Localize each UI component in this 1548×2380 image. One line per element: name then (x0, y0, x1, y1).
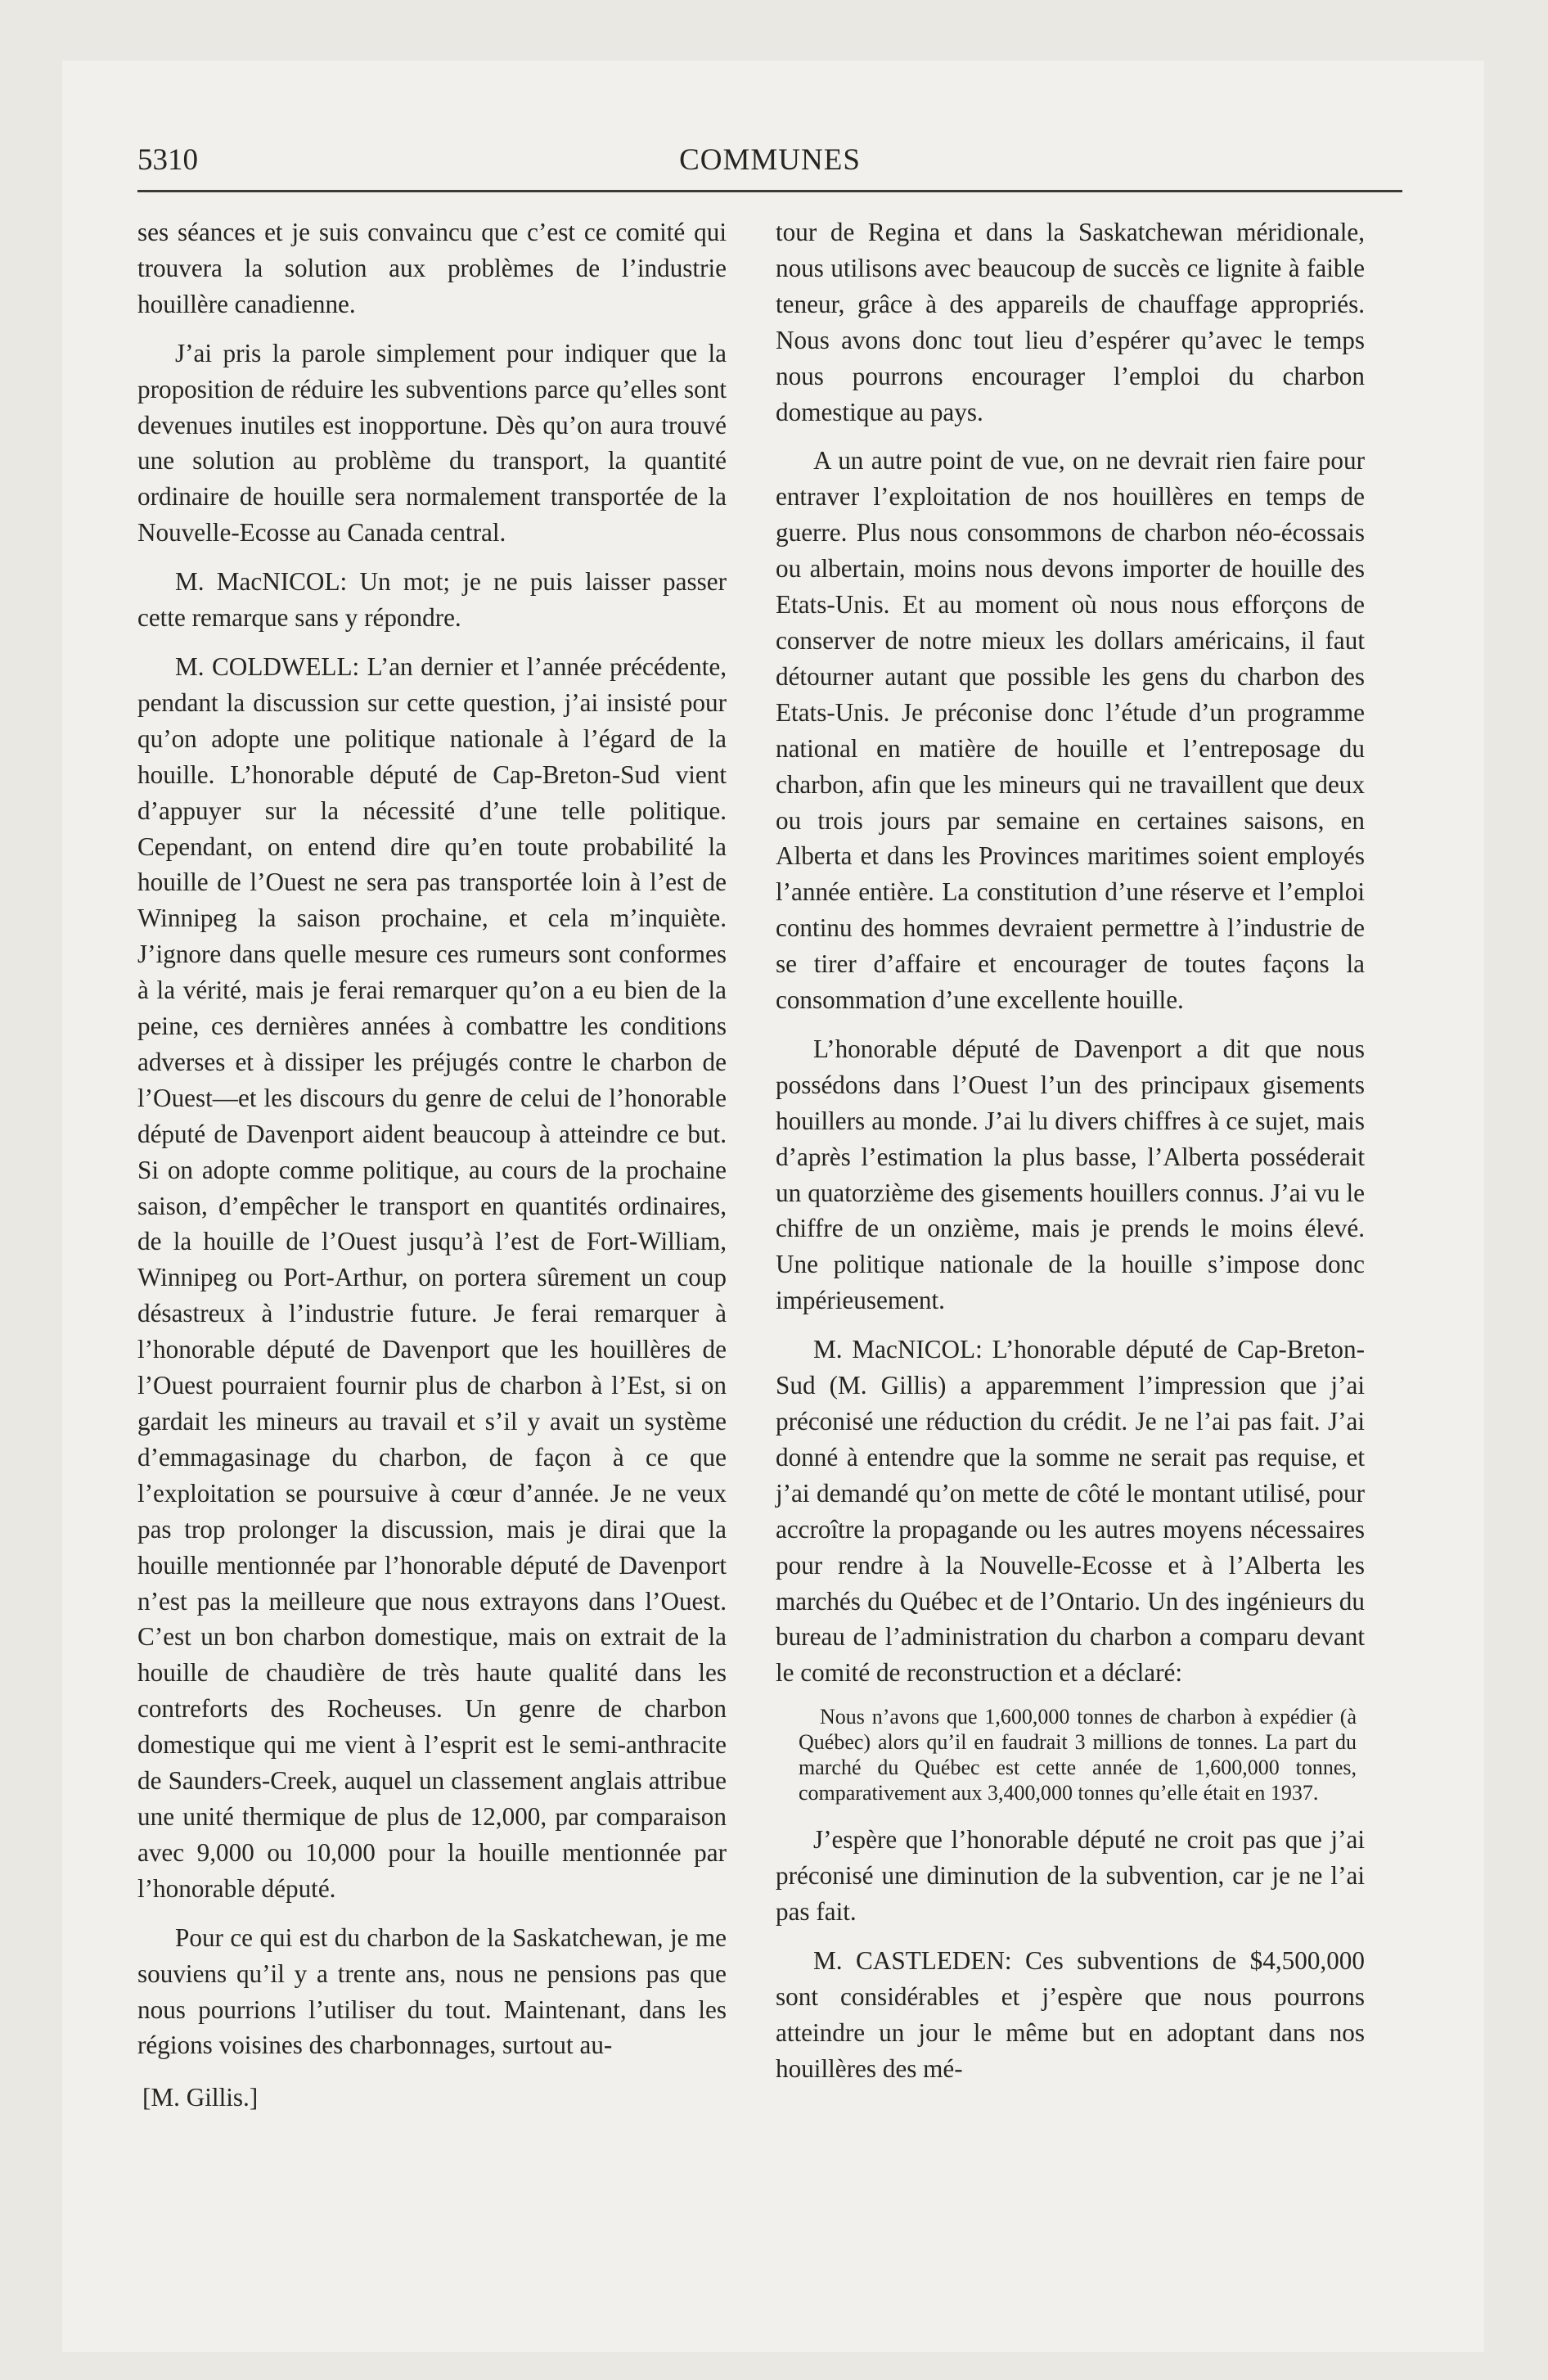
left-column (137, 214, 727, 2129)
paragraph: M. MacNICOL: L’honorable député de Cap-Breton-Sud (M. Gillis) a apparemment l’impression que j’ai préconisé une réduction du crédit. Je ne l’ai pas fait. J’ai donné à entendre que la somme ne serait pas requise, et j’ai demandé qu’on mette de côté le montant utilisé, pour accroître la propagande ou les autres moyens nécessaires pour rendre à la Nouvelle-Ecosse et à l’Alberta les marchés du Québec et de l’Ontario. Un des ingénieurs du bureau de l’administration du charbon a comparu devant le comité de reconstruction et a déclaré: (776, 1335, 1365, 1688)
running-title: COMMUNES (679, 143, 861, 177)
paragraph: M. COLDWELL: L’an dernier et l’année précédente, pendant la discussion sur cette question, j’ai insisté pour qu’on adopte une politique nationale à l’égard de la houille. L’honorable député de Cap-Breton-Sud vient d’appuyer sur la nécessité d’une telle politique. Cependant, on entend dire qu’en toute probabilité la houille de l’Ouest ne sera pas transportée loin à l’est de Winnipeg la saison prochaine, et cela m’inquiète. J’ignore dans quelle mesure ces rumeurs sont conformes à la vérité, mais je ferai remarquer qu’on a eu bien de la peine, ces dernières années à combattre les conditions adverses et à dissiper les préjugés contre le charbon de l’Ouest—et les discours du genre de celui de l’honorable député de Davenport aident beaucoup à atteindre ce but. Si on adopte comme politique, au cours de la prochaine saison, d’empêcher le transport en quantités ordinaires, de la houille de l’Ouest jusqu’à l’est de Fort-William, Winnipeg ou Port-Arthur, on portera sûrement un coup désastreux à l’industrie future. Je ferai remarquer à l’honorable député de Davenport que les houillères de l’Ouest pourraient fournir plus de charbon à l’Est, si on gardait les mineurs au travail et s’il y avait un système d’emmagasinage du charbon, de façon à ce que l’exploitation se poursuive à cœur d’année. Je ne veux pas trop prolonger la discussion, mais je dirai que la houille mentionnée par l’honorable député de Davenport n’est pas la meilleure que nous extrayons dans l’Ouest. C’est un bon charbon domestique, mais on extrait de la houille de chaudière de très haute qualité dans les contreforts des Rocheuses. Un genre de charbon domestique qui me vient à l’esprit est le semi-anthracite de Saunders-Creek, auquel un classement anglais attribue une unité thermique de plus de 12,000, par comparaison avec 9,000 ou 10,000 pour la houille mentionnée par l’honorable député. (137, 651, 727, 1903)
paragraph: ses séances et je suis convaincu que c’est ce comité qui trouvera la solution aux problèmes de l’industrie houillère canadienne. (137, 218, 727, 318)
speaker-signature: [M. Gillis.] (142, 2083, 259, 2112)
paragraph: tour de Regina et dans la Saskatchewan méridionale, nous utilisons avec beaucoup de succès ce lignite à faible teneur, grâce à des appareils de chauffage appropriés. Nous avons donc tout lieu d’espérer qu’avec le temps nous pourrons encourager l’emploi du charbon domestique au pays. (776, 218, 1365, 426)
page-number: 5310 (137, 143, 198, 177)
header-rule (137, 190, 1402, 192)
paragraph: Pour ce qui est du charbon de la Saskatchewan, je me souviens qu’il y a trente ans, nous ne pensions pas que nous pourrions l’utiliser du tout. Maintenant, dans les régions voisines des charbonnages, surtout au- (137, 1922, 727, 2060)
paragraph: J’espère que l’honorable député ne croit pas que j’ai préconisé une diminution de la subvention, car je ne l’ai pas fait. (776, 1825, 1365, 1927)
paragraph: M. CASTLEDEN: Ces subventions de $4,500,000 sont considérables et j’espère que nous pourrons atteindre un jour le même but en adoptant dans nos houillères des mé- (776, 1945, 1365, 2083)
paragraph: A un autre point de vue, on ne devrait rien faire pour entraver l’exploitation de nos houillères en temps de guerre. Plus nous consommons de charbon néo-écossais ou albertain, moins nous devons importer de houille des Etats-Unis. Et au moment où nous nous efforçons de conserver de notre mieux les dollars américains, il faut détourner autant que possible les gens du charbon des Etats-Unis. Je préconise donc l’étude d’un programme national en matière de houille et l’entreposage du charbon, afin que les mineurs qui ne travaillent que deux ou trois jours par semaine en certaines saisons, en Alberta et dans les Provinces maritimes soient employés l’année entière. La constitution d’une réserve et l’emploi continu des hommes devraient permettre à l’industrie de se tirer d’affaire et encourager de toutes façons la consommation d’une excellente houille. (776, 446, 1365, 1015)
right-column (776, 214, 1365, 2100)
paragraph: L’honorable député de Davenport a dit que nous possédons dans l’Ouest l’un des principaux gisements houillers au monde. J’ai lu divers chiffres à ce sujet, mais d’après l’estimation la plus basse, l’Alberta posséderait un quatorzième des gisements houillers connus. J’ai vu le chiffre de un onzième, mais je prends le moins élevé. Une politique nationale de la houille s’impose donc impérieusement. (776, 1034, 1365, 1315)
paragraph: J’ai pris la parole simplement pour indiquer que la proposition de réduire les subventions parce qu’elles sont devenues inutiles est inopportune. Dès qu’on aura trouvé une solution au problème du transport, la quantité ordinaire de houille sera normalement transportée de la Nouvelle-Ecosse au Canada central. (137, 338, 727, 548)
block-quote: Nous n’avons que 1,600,000 tonnes de charbon à expédier (à Québec) alors qu’il en faudrait 3 millions de tonnes. La part du marché du Québec est cette année de 1,600,000 tonnes, comparativement aux 3,400,000 tonnes qu’elle était en 1937. (799, 1705, 1357, 1805)
page-header (137, 137, 1402, 178)
paragraph: M. MacNICOL: Un mot; je ne puis laisser passer cette remarque sans y répondre. (137, 567, 727, 633)
